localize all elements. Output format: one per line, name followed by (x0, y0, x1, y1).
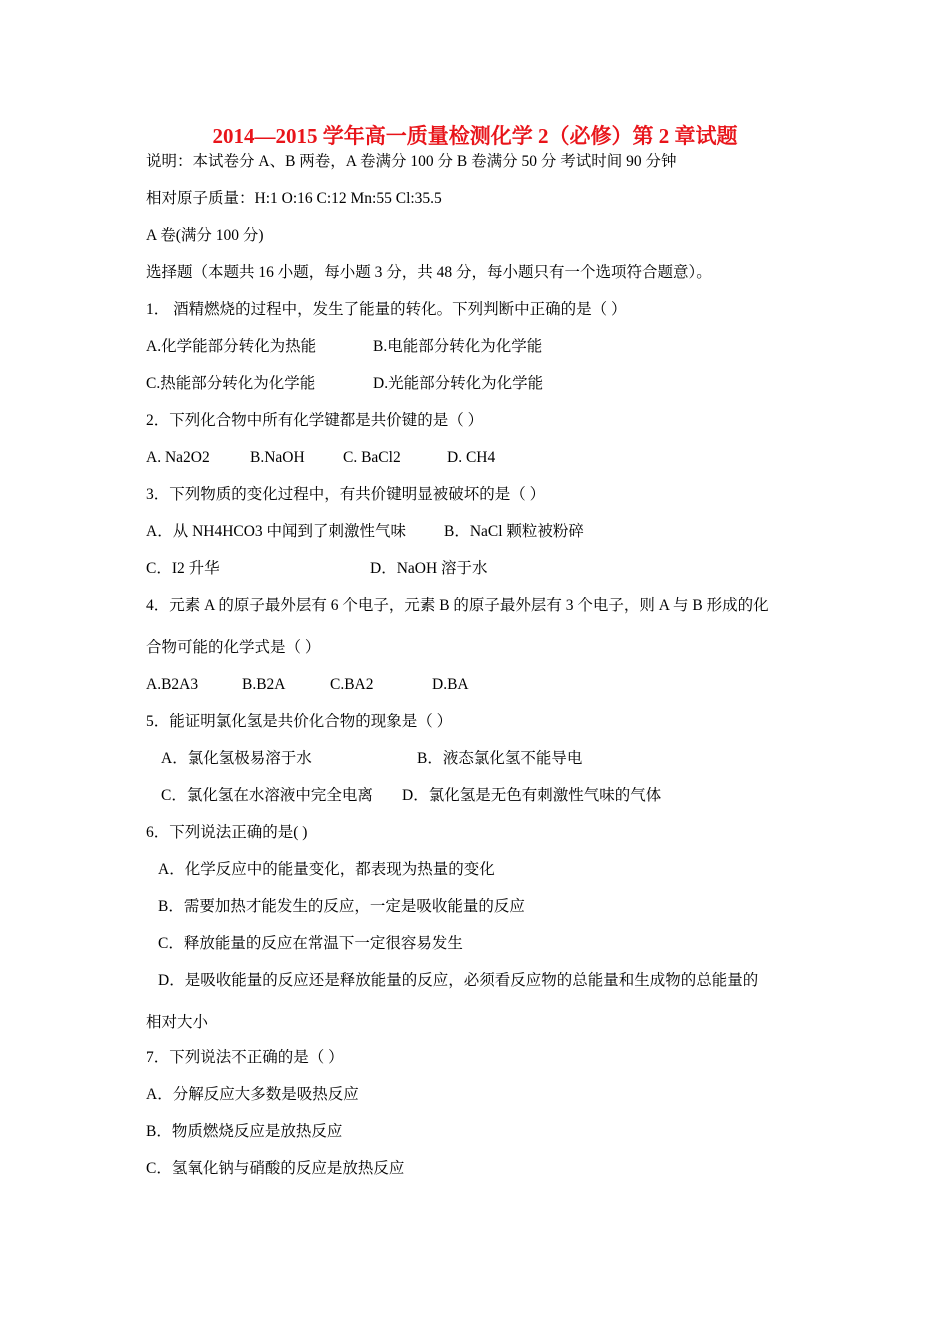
question-3-option-a: A．从 NH4HCO3 中闻到了刺激性气味 (146, 523, 407, 540)
question-4-option-b: B.B2A (242, 676, 286, 693)
question-1-option-b: B.电能部分转化为化学能 (373, 338, 543, 355)
question-7-option-c: C．氢氧化钠与硝酸的反应是放热反应 (146, 1160, 405, 1177)
question-4-stem-line-2: 合物可能的化学式是（ ） (146, 639, 321, 656)
question-4-stem-line-1: 4．元素 A 的原子最外层有 6 个电子，元素 B 的原子最外层有 3 个电子，则 A 与 B 形成的化 (146, 597, 769, 614)
question-2-option-d: D. CH4 (447, 449, 496, 466)
question-7-stem: 7．下列说法不正确的是（ ） (146, 1049, 344, 1066)
question-7-option-a: A．分解反应大多数是吸热反应 (146, 1086, 359, 1103)
question-2-stem: 2．下列化合物中所有化学键都是共价键的是（ ） (146, 412, 484, 429)
question-3-option-b: B．NaCl 颗粒被粉碎 (444, 523, 584, 540)
question-5-option-d: D．氯化氢是无色有刺激性气味的气体 (402, 787, 662, 804)
question-4-option-c: C.BA2 (330, 676, 374, 693)
question-3-stem: 3．下列物质的变化过程中，有共价键明显被破坏的是（ ） (146, 486, 546, 503)
question-3-option-c: C．I2 升华 (146, 560, 220, 577)
question-1-stem: 1． 酒精燃烧的过程中，发生了能量的转化。下列判断中正确的是（ ） (146, 301, 627, 318)
question-1-option-c: C.热能部分转化为化学能 (146, 375, 316, 392)
question-2-option-c: C. BaCl2 (343, 449, 401, 466)
question-5-stem: 5．能证明氯化氢是共价化合物的现象是（ ） (146, 713, 453, 730)
question-6-option-d-line-2: 相对大小 (146, 1014, 209, 1031)
question-2-option-b: B.NaOH (250, 449, 305, 466)
exam-note: 说明：本试卷分 A、B 两卷，A 卷满分 100 分 B 卷满分 50 分 考试时间 90 分钟 (146, 153, 677, 170)
question-7-option-b: B．物质燃烧反应是放热反应 (146, 1123, 343, 1140)
question-5-option-b: B．液态氯化氢不能导电 (417, 750, 583, 767)
question-4-option-d: D.BA (432, 676, 469, 693)
question-3-option-d: D．NaOH 溶于水 (370, 560, 488, 577)
question-2-option-a: A. Na2O2 (146, 449, 210, 466)
section-a-heading: A 卷(满分 100 分) (146, 227, 264, 244)
question-5-option-a: A．氯化氢极易溶于水 (161, 750, 312, 767)
question-1-option-d: D.光能部分转化为化学能 (373, 375, 544, 392)
exam-title: 2014—2015 学年高一质量检测化学 2（必修）第 2 章试题 (212, 124, 738, 148)
question-6-option-a: A．化学反应中的能量变化，都表现为热量的变化 (158, 861, 495, 878)
question-6-stem: 6．下列说法正确的是( ) (146, 824, 308, 841)
question-1-option-a: A.化学能部分转化为热能 (146, 338, 317, 355)
question-6-option-c: C．释放能量的反应在常温下一定很容易发生 (158, 935, 463, 952)
question-5-option-c: C．氯化氢在水溶液中完全电离 (161, 787, 373, 804)
question-6-option-d-line-1: D．是吸收能量的反应还是释放能量的反应，必须看反应物的总能量和生成物的总能量的 (158, 972, 759, 989)
question-6-option-b: B．需要加热才能发生的反应，一定是吸收能量的反应 (158, 898, 525, 915)
multiple-choice-header: 选择题（本题共 16 小题，每小题 3 分，共 48 分，每小题只有一个选项符合题意）。 (146, 264, 712, 281)
atomic-mass-line: 相对原子质量：H:1 O:16 C:12 Mn:55 Cl:35.5 (146, 190, 442, 207)
question-4-option-a: A.B2A3 (146, 676, 199, 693)
